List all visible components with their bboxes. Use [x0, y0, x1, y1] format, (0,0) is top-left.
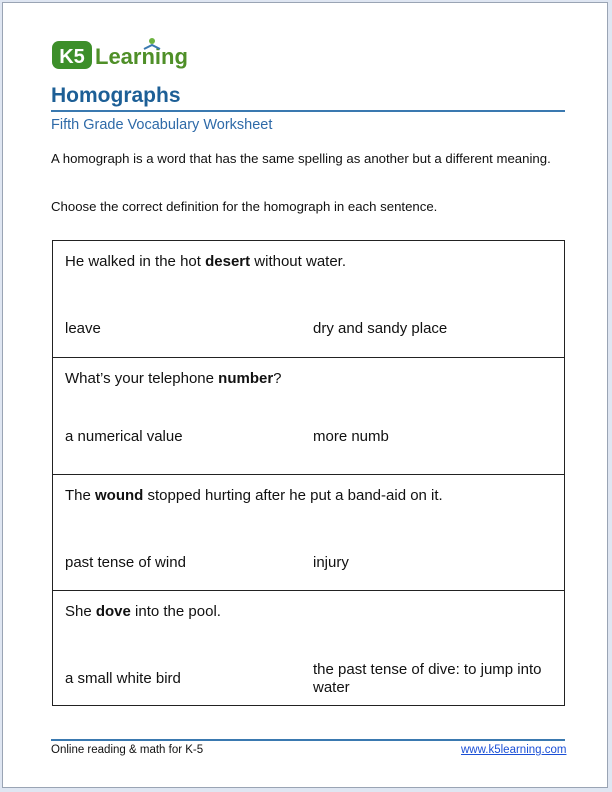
answer-option-b[interactable]: more numb [313, 428, 389, 445]
question-sentence: She dove into the pool. [65, 603, 221, 620]
worksheet-page [2, 2, 608, 788]
question-block [53, 474, 564, 590]
page-subtitle: Fifth Grade Vocabulary Worksheet [51, 117, 273, 133]
intro-paragraph: A homograph is a word that has the same spelling as another but a different meaning. [51, 151, 551, 166]
answer-option-a[interactable]: past tense of wind [65, 554, 186, 571]
k5-learning-logo [51, 35, 201, 75]
answer-option-b[interactable]: dry and sandy place [313, 320, 448, 337]
question-sentence: The wound stopped hurting after he put a band-aid on it. [65, 487, 443, 504]
homograph-word: dove [95, 603, 131, 620]
instruction-text: Choose the correct definition for the homograph in each sentence. [51, 199, 438, 214]
footer-website-link[interactable]: www.k5learning.com [461, 744, 567, 756]
answer-option-a[interactable]: leave [65, 320, 101, 337]
homograph-word: desert [205, 253, 251, 270]
question-table [52, 240, 565, 706]
logo-learning-text: Learning [95, 44, 188, 69]
question-block [53, 357, 564, 474]
footer-divider [51, 739, 565, 741]
question-block [53, 590, 564, 705]
answer-option-a[interactable]: a numerical value [65, 428, 183, 445]
homograph-word: number [218, 370, 274, 387]
footer-tagline: Online reading & math for K-5 [51, 744, 204, 756]
question-block [53, 241, 564, 357]
answer-option-a[interactable]: a small white bird [65, 670, 181, 687]
answer-option-b[interactable]: the past tense of dive: to jump into water [313, 661, 542, 696]
page-title: Homographs [51, 84, 565, 112]
question-sentence: He walked in the hot desert without water. [65, 253, 347, 270]
question-sentence: What’s your telephone number? [65, 370, 282, 387]
logo-k5-text: K5 [59, 46, 85, 68]
homograph-word: wound [95, 487, 144, 504]
answer-option-b[interactable]: injury [313, 554, 349, 571]
